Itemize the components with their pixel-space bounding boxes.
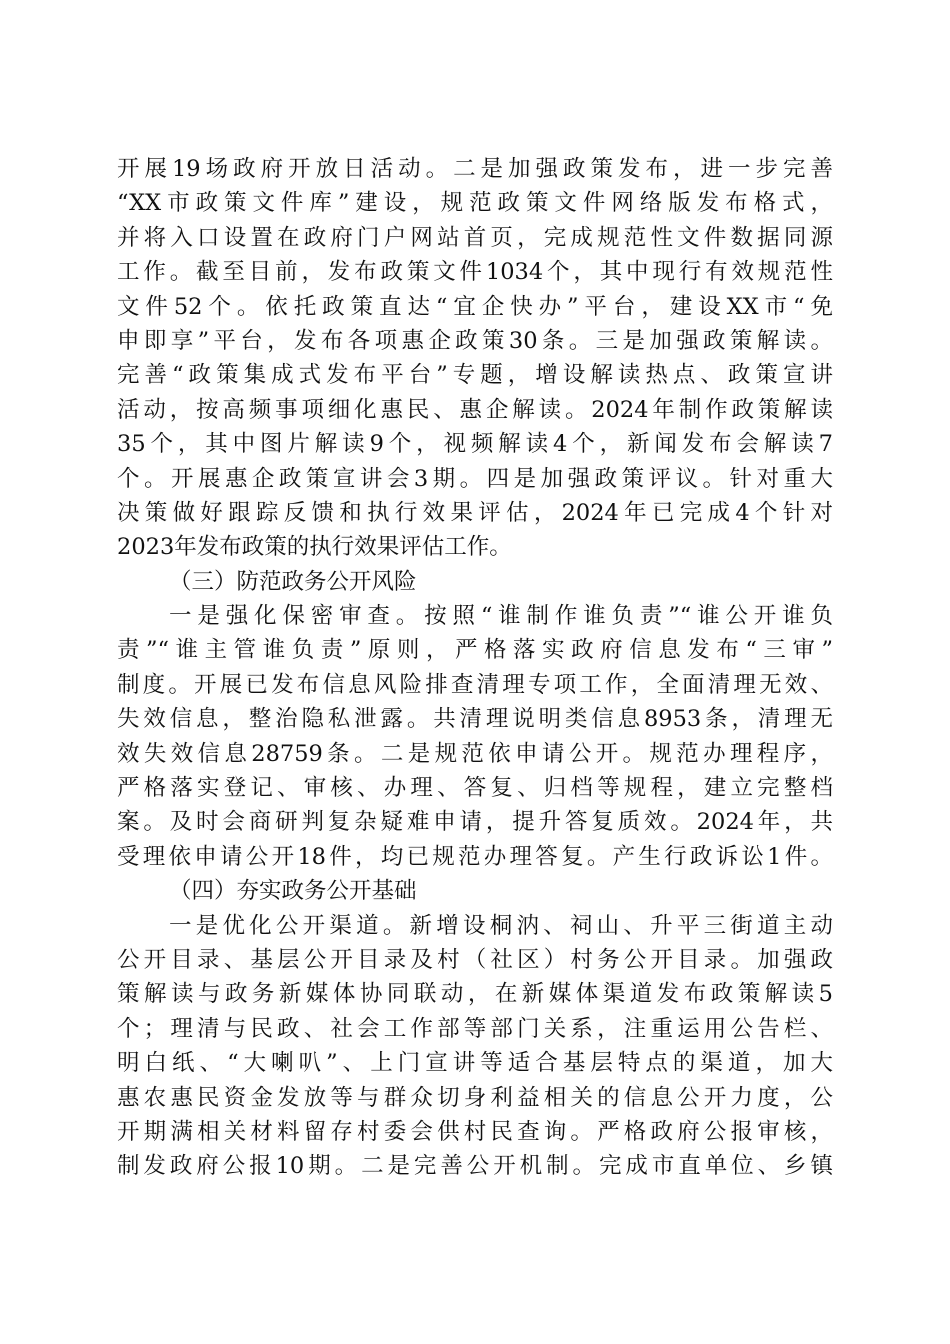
paragraph-line: 案。及时会商研判复杂疑难申请，提升答复质效。2024年，共 bbox=[117, 809, 833, 836]
paragraph-line: 制度。开展已发布信息风险排查清理专项工作，全面清理无效、 bbox=[117, 671, 833, 698]
paragraph-line: “XX市政策文件库”建设，规范政策文件网络版发布格式， bbox=[117, 190, 833, 217]
paragraph-line: 2023年发布政策的执行效果评估工作。 bbox=[117, 534, 512, 561]
paragraph-line: 失效信息，整治隐私泄露。共清理说明类信息8953条，清理无 bbox=[117, 706, 833, 733]
paragraph-line: 个；理清与民政、社会工作部等部门关系，注重运用公告栏、 bbox=[117, 1015, 833, 1042]
paragraph-line: 开展19场政府开放日活动。二是加强政策发布，进一步完善 bbox=[117, 156, 833, 182]
paragraph-line: 文件52个。依托政策直达“宜企快办”平台，建设XX市“免 bbox=[117, 293, 833, 320]
document-body bbox=[117, 152, 833, 1184]
paragraph-line: 完善“政策集成式发布平台”专题，增设解读热点、政策宣讲 bbox=[117, 362, 833, 389]
paragraph-line: 策解读与政务新媒体协同联动，在新媒体渠道发布政策解读5 bbox=[117, 981, 833, 1008]
paragraph-line: 明白纸、“大喇叭”、上门宣讲等适合基层特点的渠道，加大 bbox=[117, 1050, 833, 1077]
paragraph-line: 个。开展惠企政策宣讲会3期。四是加强政策评议。针对重大 bbox=[117, 465, 833, 492]
section-heading: （四）夯实政务公开基础 bbox=[169, 878, 417, 905]
paragraph-line: 制发政府公报10期。二是完善公开机制。完成市直单位、乡镇 bbox=[117, 1153, 833, 1180]
paragraph-line: 一是优化公开渠道。新增设桐汭、祠山、升平三街道主动 bbox=[169, 912, 833, 939]
section-heading: （三）防范政务公开风险 bbox=[169, 568, 417, 595]
paragraph-line: 申即享”平台，发布各项惠企政策30条。三是加强政策解读。 bbox=[117, 327, 833, 354]
paragraph-line: 一是强化保密审查。按照“谁制作谁负责”“谁公开谁负 bbox=[169, 603, 833, 630]
paragraph-line: 效失效信息28759条。二是规范依申请公开。规范办理程序， bbox=[117, 740, 833, 767]
paragraph-line: 活动，按高频事项细化惠民、惠企解读。2024年制作政策解读 bbox=[117, 396, 833, 423]
paragraph-line: 惠农惠民资金发放等与群众切身利益相关的信息公开力度，公 bbox=[117, 1084, 833, 1111]
paragraph-line: 严格落实登记、审核、办理、答复、归档等规程，建立完整档 bbox=[117, 775, 833, 802]
paragraph-line: 责”“谁主管谁负责”原则，严格落实政府信息发布“三审” bbox=[117, 637, 833, 664]
paragraph-line: 公开目录、基层公开目录及村（社区）村务公开目录。加强政 bbox=[117, 946, 833, 973]
paragraph-line: 35个，其中图片解读9个，视频解读4个，新闻发布会解读7 bbox=[117, 431, 833, 458]
paragraph-line: 并将入口设置在政府门户网站首页，完成规范性文件数据同源 bbox=[117, 224, 833, 251]
paragraph-line: 开期满相关材料留存村委会供村民查询。严格政府公报审核， bbox=[117, 1118, 833, 1145]
paragraph-line: 决策做好跟踪反馈和执行效果评估，2024年已完成4个针对 bbox=[117, 499, 833, 526]
paragraph-line: 受理依申请公开18件，均已规范办理答复。产生行政诉讼1件。 bbox=[117, 843, 833, 870]
paragraph-line: 工作。截至目前，发布政策文件1034个，其中现行有效规范性 bbox=[117, 259, 833, 286]
